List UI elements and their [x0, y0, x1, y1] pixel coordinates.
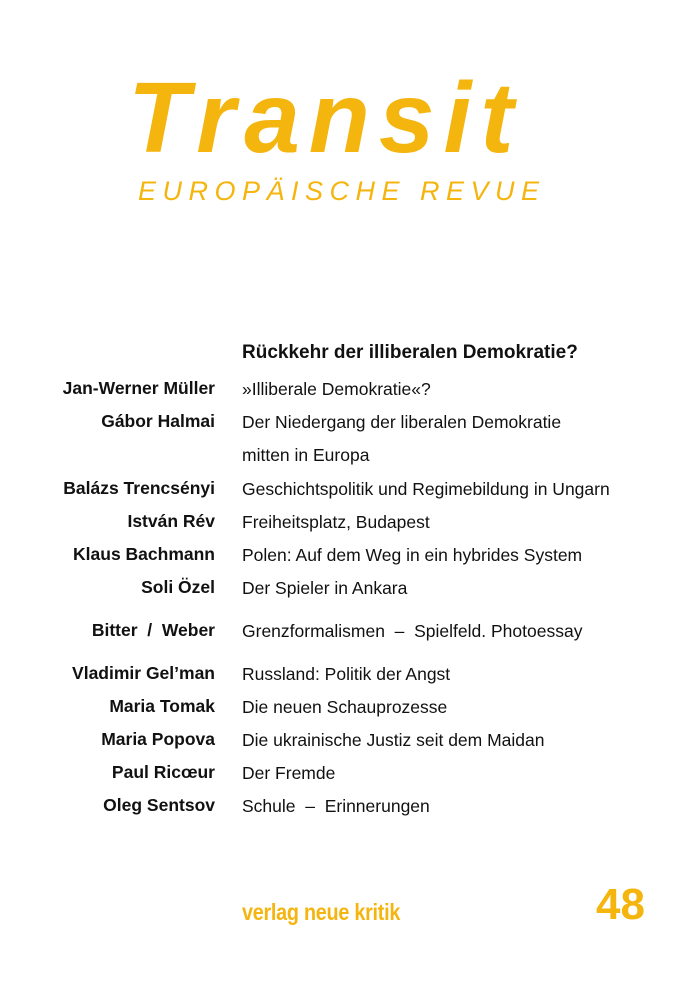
toc-author: Oleg Sentsov [103, 795, 215, 815]
toc-author: Balázs Trencsényi [63, 478, 215, 498]
toc-title: Der Fremde [242, 763, 336, 783]
toc-author: Paul Ricœur [111, 762, 215, 782]
toc-author: Gábor Halmai [101, 411, 215, 431]
issue-heading: Rückkehr der illiberalen Demokratie? [242, 342, 578, 363]
toc-title: »Illiberale Demokratie«? [242, 379, 431, 399]
toc-author: Vladimir Gel’man [72, 663, 215, 683]
toc-title: Freiheitsplatz, Budapest [242, 512, 430, 532]
toc-author: István Rév [127, 511, 215, 531]
toc-title: Russland: Politik der Angst [242, 664, 451, 684]
toc-author: Soli Özel [141, 577, 215, 597]
toc-title: Die ukrainische Justiz seit dem Maidan [242, 730, 545, 750]
toc-title: mitten in Europa [242, 445, 370, 465]
toc-title: Geschichtspolitik und Regimebildung in Ungarn [242, 479, 610, 499]
publisher-name: verlag neue kritik [242, 899, 401, 925]
toc-author: Klaus Bachmann [73, 544, 215, 564]
toc-title: Schule – Erinnerungen [242, 796, 430, 816]
toc-title: Polen: Auf dem Weg in ein hybrides System [242, 545, 583, 565]
toc-author: Maria Popova [101, 729, 215, 749]
toc-author: Jan-Werner Müller [62, 378, 215, 398]
toc-author: Maria Tomak [109, 696, 215, 716]
toc-title: Der Niedergang der liberalen Demokratie [242, 412, 562, 432]
toc-title: Grenzformalismen – Spielfeld. Photoessay [242, 621, 583, 641]
toc-title: Die neuen Schauprozesse [242, 697, 448, 717]
masthead-title: Transit [128, 62, 523, 174]
toc-title: Der Spieler in Ankara [242, 578, 408, 598]
issue-number: 48 [596, 880, 645, 929]
masthead-subtitle: EUROPÄISCHE REVUE [138, 176, 546, 206]
toc-author: Bitter / Weber [91, 620, 215, 640]
